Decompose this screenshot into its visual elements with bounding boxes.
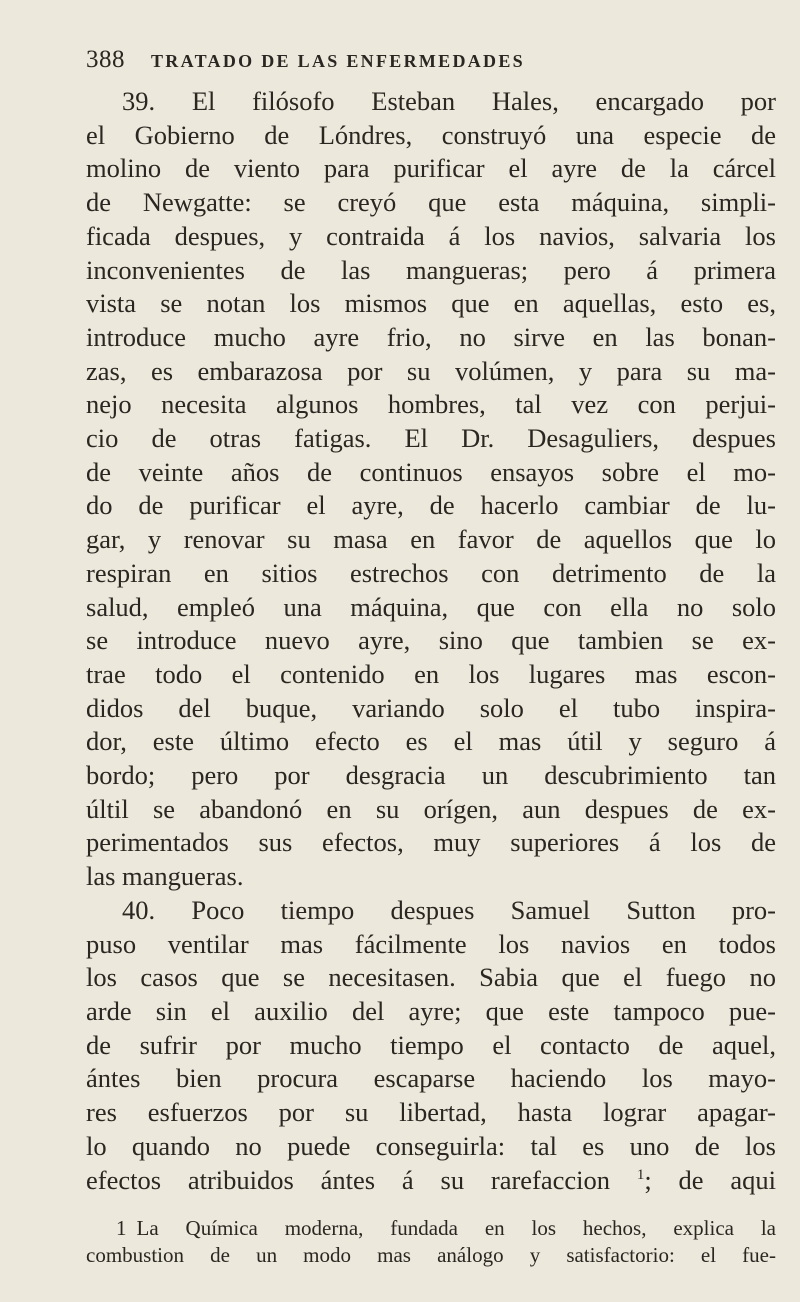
text-line: nejo necesita algunos hombres, tal vez con perjui- bbox=[86, 389, 776, 420]
text-line: arde sin el auxilio del ayre; que este tampoco pue- bbox=[86, 995, 776, 1026]
text-line: inconvenientes de las mangueras; pero á primera bbox=[86, 254, 776, 285]
text-line: dor, este último efecto es el mas útil y seguro á bbox=[86, 726, 776, 757]
text-line: res esfuerzos por su libertad, hasta lograr apagar- bbox=[86, 1097, 776, 1128]
text-segment: efectos atribuidos ántes á su rarefaccion bbox=[86, 1164, 611, 1195]
text-line: zas, es embarazosa por su volúmen, y para su ma- bbox=[86, 355, 776, 386]
text-line: ántes bien procura escaparse haciendo los mayo- bbox=[86, 1063, 776, 1094]
text-line: do de purificar el ayre, de hacerlo cambiar de lu- bbox=[86, 490, 776, 521]
text-line: últil se abandonó en su orígen, aun despues de ex- bbox=[86, 793, 776, 824]
text-line: las mangueras. bbox=[86, 861, 244, 892]
text-line: lo quando no puede conseguirla: tal es uno de los bbox=[86, 1130, 776, 1161]
text-line: de sufrir por mucho tiempo el contacto de aquel, bbox=[86, 1029, 776, 1060]
text-line: de Newgatte: se creyó que esta máquina, simpli- bbox=[86, 187, 776, 218]
text-line: se introduce nuevo ayre, sino que tambien se ex- bbox=[86, 625, 776, 656]
page-number: 388 bbox=[86, 46, 125, 73]
paragraph-40-line: 40. Poco tiempo despues Samuel Sutton pro- bbox=[122, 894, 776, 925]
text-line: molino de viento para purificar el ayre de la cárcel bbox=[86, 153, 776, 184]
text-line: perimentados sus efectos, muy superiores á los de bbox=[86, 827, 776, 858]
text-line: de veinte años de continuos ensayos sobre el mo- bbox=[86, 456, 776, 487]
text-line: bordo; pero por desgracia un descubrimiento tan bbox=[86, 760, 776, 791]
footnote-reference: 1 bbox=[636, 1166, 645, 1183]
text-line: didos del buque, variando solo el tubo inspira- bbox=[86, 692, 776, 723]
text-line: respiran en sitios estrechos con detrimento de la bbox=[86, 557, 776, 588]
text-line: cio de otras fatigas. El Dr. Desaguliers, despues bbox=[86, 423, 776, 454]
footnote bbox=[86, 1215, 776, 1269]
text-line: el Gobierno de Lóndres, construyó una especie de bbox=[86, 119, 776, 150]
text-line: ficada despues, y contraida á los navios, salvaria los bbox=[86, 220, 776, 251]
text-line: gar, y renovar su masa en favor de aquellos que lo bbox=[86, 524, 776, 555]
running-head: TRATADO DE LAS ENFERMEDADES bbox=[151, 51, 525, 71]
body-text bbox=[86, 85, 776, 1197]
text-line: trae todo el contenido en los lugares mas escon- bbox=[86, 658, 776, 689]
footnote-line: combustion de un modo mas análogo y satisfactorio: el fue- bbox=[86, 1243, 776, 1267]
text-line: puso ventilar mas fácilmente los navios en todos bbox=[86, 928, 776, 959]
page-header bbox=[86, 46, 766, 80]
text-line: los casos que se necesitasen. Sabia que el fuego no bbox=[86, 962, 776, 993]
text-line-with-footnote-ref bbox=[86, 1164, 776, 1198]
footnote-line bbox=[86, 1215, 776, 1242]
text-line: salud, empleó una máquina, que con ella no solo bbox=[86, 591, 776, 622]
text-segment: ; de aqui bbox=[644, 1164, 777, 1195]
text-line: vista se notan los mismos que en aquellas, esto es, bbox=[86, 288, 776, 319]
footnote-text: La Química moderna, fundada en los hechos, explica la bbox=[136, 1216, 776, 1240]
paragraph-39-line: 39. El filósofo Esteban Hales, encargado por bbox=[122, 86, 776, 116]
footnote-number: 1 bbox=[116, 1216, 127, 1240]
text-line: introduce mucho ayre frio, no sirve en las bonan- bbox=[86, 321, 776, 352]
